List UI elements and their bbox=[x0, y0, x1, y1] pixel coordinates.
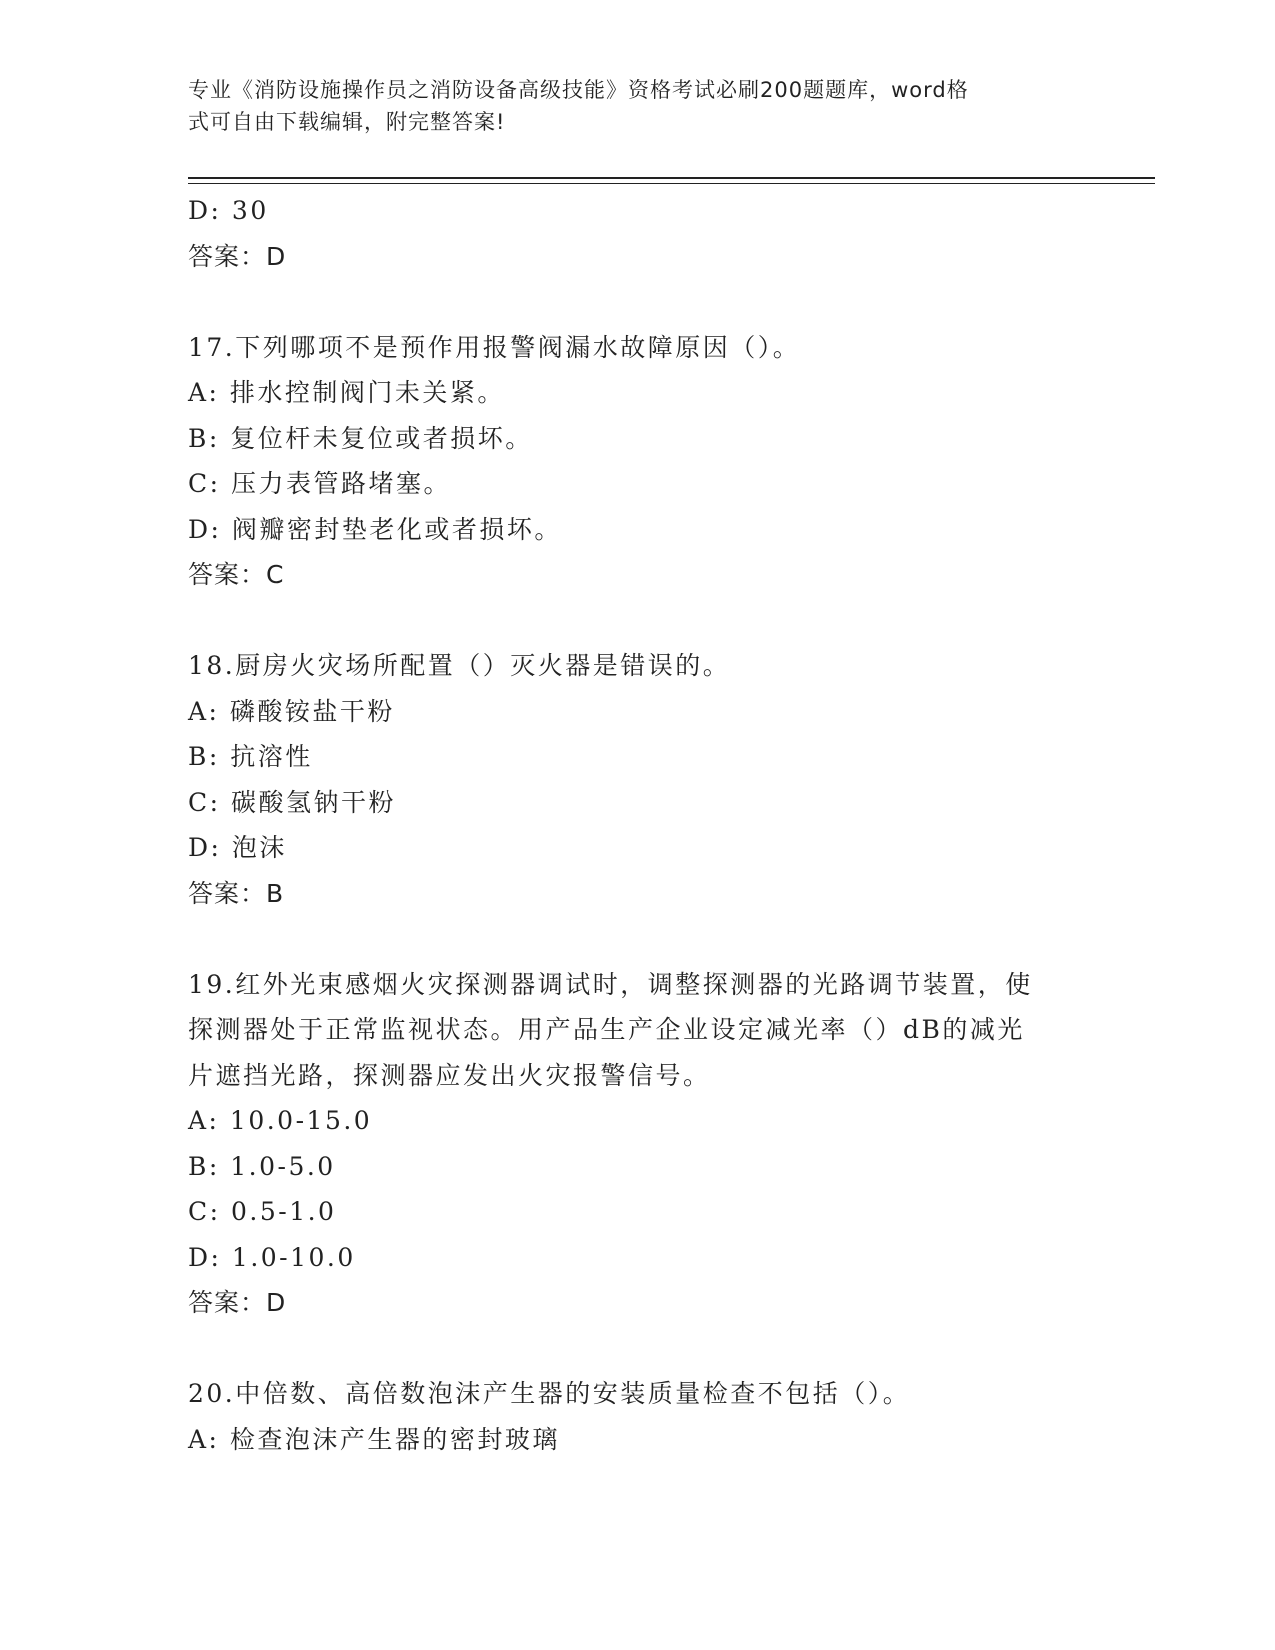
option-c: C: 碳酸氢钠干粉 bbox=[188, 787, 396, 817]
question-stem-line-3: 片遮挡光路，探测器应发出火灾报警信号。 bbox=[188, 1060, 711, 1090]
question-18 bbox=[188, 643, 1088, 916]
option-c: C: 压力表管路堵塞。 bbox=[188, 469, 451, 498]
question-17 bbox=[188, 325, 1088, 598]
spacer bbox=[188, 598, 1088, 644]
document-body bbox=[188, 188, 1088, 1462]
option-b: B: 抗溶性 bbox=[188, 742, 313, 771]
option-c: C: 0.5-1.0 bbox=[188, 1197, 337, 1226]
question-answer: 答案：C bbox=[188, 560, 285, 589]
header-divider-thick bbox=[188, 177, 1155, 179]
option-d: D: 泡沫 bbox=[188, 833, 287, 862]
spacer bbox=[188, 1326, 1088, 1372]
spacer bbox=[188, 279, 1088, 325]
option-b: B: 1.0-5.0 bbox=[188, 1151, 336, 1181]
option-d: D: 1.0-10.0 bbox=[188, 1242, 356, 1272]
question-answer: 答案：B bbox=[188, 878, 285, 908]
question-20 bbox=[188, 1371, 1088, 1462]
question-stem: 20.中倍数、高倍数泡沫产生器的安装质量检查不包括（）。 bbox=[188, 1379, 911, 1408]
spacer bbox=[188, 916, 1088, 962]
option-a: A: 检查泡沫产生器的密封玻璃 bbox=[188, 1424, 560, 1454]
question-stem-line-1: 19.红外光束感烟火灾探测器调试时，调整探测器的光路调节装置，使 bbox=[188, 969, 1033, 999]
header-title-line-2: 式可自由下载编辑，附完整答案! bbox=[188, 110, 506, 134]
option-d: D: 阀瓣密封垫老化或者损坏。 bbox=[188, 514, 562, 544]
question-19 bbox=[188, 962, 1088, 1326]
header-divider-thin bbox=[188, 183, 1155, 184]
option-b: B: 复位杆未复位或者损坏。 bbox=[188, 423, 533, 453]
question-answer: 答案：D bbox=[188, 1288, 287, 1317]
question-stem: 17.下列哪项不是预作用报警阀漏水故障原因（）。 bbox=[188, 332, 801, 362]
option-a: A: 10.0-15.0 bbox=[188, 1106, 373, 1135]
prev-question-answer: 答案：D bbox=[188, 241, 287, 271]
prev-question-option-d: D: 30 bbox=[188, 196, 269, 225]
option-a: A: 磷酸铵盐干粉 bbox=[188, 696, 395, 726]
document-header bbox=[188, 74, 1068, 138]
option-a: A: 排水控制阀门未关紧。 bbox=[188, 378, 505, 407]
question-stem-line-2: 探测器处于正常监视状态。用产品生产企业设定减光率（）dB的减光 bbox=[188, 1015, 1025, 1044]
header-title-line-1: 专业《消防设施操作员之消防设备高级技能》资格考试必刷200题题库，word格 bbox=[188, 78, 969, 102]
question-stem: 18.厨房火灾场所配置（）灭火器是错误的。 bbox=[188, 651, 731, 680]
